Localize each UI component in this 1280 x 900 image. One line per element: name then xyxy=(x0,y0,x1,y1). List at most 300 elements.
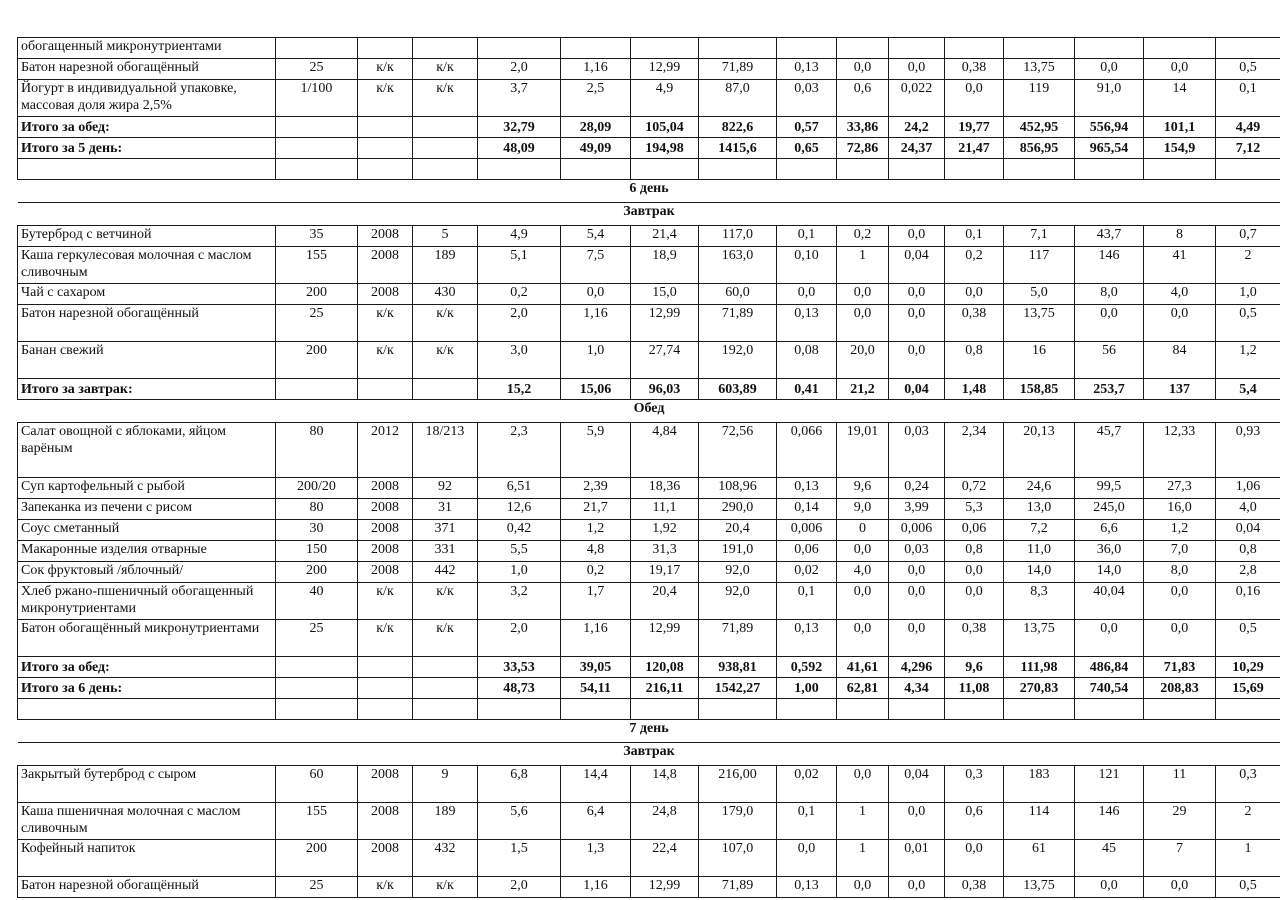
value-cell xyxy=(413,117,478,138)
section-header-row xyxy=(18,743,1280,766)
value-cell xyxy=(413,699,478,720)
section-header-row xyxy=(18,180,1280,203)
value-cell: 0,03 xyxy=(889,423,945,478)
value-cell: 0,022 xyxy=(889,80,945,117)
value-cell xyxy=(358,699,413,720)
value-cell: 194,98 xyxy=(631,138,699,159)
dish-name: Батон обогащённый микронутриентами xyxy=(18,620,276,657)
value-cell: 253,7 xyxy=(1075,379,1144,400)
value-cell: 33,53 xyxy=(478,657,561,678)
value-cell: 3,99 xyxy=(889,499,945,520)
value-cell: 200 xyxy=(276,342,358,379)
value-cell: 270,83 xyxy=(1004,678,1075,699)
table-row xyxy=(18,226,1280,247)
total-row xyxy=(18,678,1280,699)
value-cell: 0,04 xyxy=(889,766,945,803)
value-cell: 92 xyxy=(413,478,478,499)
value-cell: 2012 xyxy=(358,423,413,478)
value-cell: 49,09 xyxy=(561,138,631,159)
value-cell: 0,2 xyxy=(561,562,631,583)
value-cell: 216,11 xyxy=(631,678,699,699)
value-cell: 15,06 xyxy=(561,379,631,400)
value-cell: 30 xyxy=(276,520,358,541)
value-cell: 24,37 xyxy=(889,138,945,159)
value-cell: 24,8 xyxy=(631,803,699,840)
value-cell: 0,03 xyxy=(889,541,945,562)
value-cell: 15,69 xyxy=(1216,678,1280,699)
value-cell: 556,94 xyxy=(1075,117,1144,138)
value-cell: 0,0 xyxy=(889,803,945,840)
value-cell: 45,7 xyxy=(1075,423,1144,478)
value-cell: 5,9 xyxy=(561,423,631,478)
value-cell: 12,6 xyxy=(478,499,561,520)
value-cell: 4,84 xyxy=(631,423,699,478)
value-cell xyxy=(889,38,945,59)
value-cell: 2008 xyxy=(358,840,413,877)
value-cell: 154,9 xyxy=(1144,138,1216,159)
value-cell: к/к xyxy=(413,305,478,342)
value-cell: 0,0 xyxy=(889,583,945,620)
dish-name xyxy=(18,699,276,720)
value-cell: 1,3 xyxy=(561,840,631,877)
value-cell: 0,04 xyxy=(889,247,945,284)
value-cell: 71,83 xyxy=(1144,657,1216,678)
value-cell: 0,6 xyxy=(945,803,1004,840)
value-cell: 1,0 xyxy=(561,342,631,379)
value-cell xyxy=(1216,38,1280,59)
table-row xyxy=(18,305,1280,342)
value-cell: 0,0 xyxy=(889,305,945,342)
value-cell: 31,3 xyxy=(631,541,699,562)
value-cell: 119 xyxy=(1004,80,1075,117)
value-cell: 12,99 xyxy=(631,620,699,657)
value-cell: 191,0 xyxy=(699,541,777,562)
value-cell: 2,0 xyxy=(478,305,561,342)
value-cell: 0,8 xyxy=(945,541,1004,562)
value-cell: 0,06 xyxy=(777,541,837,562)
value-cell xyxy=(276,138,358,159)
value-cell: 0,14 xyxy=(777,499,837,520)
value-cell: 7,2 xyxy=(1004,520,1075,541)
value-cell: 19,01 xyxy=(837,423,889,478)
value-cell: 0,0 xyxy=(889,877,945,898)
total-label: Итого за 6 день: xyxy=(18,678,276,699)
value-cell: 150 xyxy=(276,541,358,562)
value-cell: 7,0 xyxy=(1144,541,1216,562)
value-cell: 0,8 xyxy=(1216,541,1280,562)
value-cell: 0,0 xyxy=(889,562,945,583)
value-cell: 14,4 xyxy=(561,766,631,803)
value-cell: 84 xyxy=(1144,342,1216,379)
total-label: Итого за 5 день: xyxy=(18,138,276,159)
value-cell: 0,13 xyxy=(777,305,837,342)
value-cell: 1,06 xyxy=(1216,478,1280,499)
value-cell: 0,1 xyxy=(945,226,1004,247)
table-row xyxy=(18,583,1280,620)
value-cell: 2,8 xyxy=(1216,562,1280,583)
table-row xyxy=(18,562,1280,583)
value-cell: 12,33 xyxy=(1144,423,1216,478)
value-cell xyxy=(1075,159,1144,180)
value-cell xyxy=(945,699,1004,720)
value-cell xyxy=(777,38,837,59)
value-cell xyxy=(413,138,478,159)
value-cell: 54,11 xyxy=(561,678,631,699)
blank-row xyxy=(18,159,1280,180)
value-cell: 0,0 xyxy=(889,342,945,379)
value-cell: 2008 xyxy=(358,247,413,284)
value-cell: 14,8 xyxy=(631,766,699,803)
value-cell: 0,0 xyxy=(1144,620,1216,657)
dish-name: Банан свежий xyxy=(18,342,276,379)
total-label: Итого за обед: xyxy=(18,657,276,678)
value-cell: 18,36 xyxy=(631,478,699,499)
value-cell: 9,6 xyxy=(945,657,1004,678)
value-cell: 0,0 xyxy=(837,877,889,898)
value-cell xyxy=(1075,38,1144,59)
value-cell: 7 xyxy=(1144,840,1216,877)
value-cell: 4,9 xyxy=(631,80,699,117)
value-cell: 3,7 xyxy=(478,80,561,117)
value-cell xyxy=(889,699,945,720)
value-cell: 0,08 xyxy=(777,342,837,379)
value-cell: 121 xyxy=(1075,766,1144,803)
value-cell: 0,8 xyxy=(945,342,1004,379)
value-cell: 3,2 xyxy=(478,583,561,620)
value-cell: 25 xyxy=(276,620,358,657)
value-cell: 0,2 xyxy=(837,226,889,247)
value-cell: 21,7 xyxy=(561,499,631,520)
value-cell: 72,56 xyxy=(699,423,777,478)
value-cell: 14 xyxy=(1144,80,1216,117)
value-cell: 4,49 xyxy=(1216,117,1280,138)
table-body xyxy=(18,38,1280,898)
table-row xyxy=(18,423,1280,478)
value-cell: 9,6 xyxy=(837,478,889,499)
value-cell: 19,77 xyxy=(945,117,1004,138)
dish-name: Каша пшеничная молочная с маслом сливочным xyxy=(18,803,276,840)
value-cell: 20,0 xyxy=(837,342,889,379)
value-cell: 179,0 xyxy=(699,803,777,840)
value-cell: 200 xyxy=(276,840,358,877)
value-cell: 16 xyxy=(1004,342,1075,379)
value-cell: 24,6 xyxy=(1004,478,1075,499)
value-cell xyxy=(478,38,561,59)
value-cell xyxy=(561,159,631,180)
section-header-row xyxy=(18,720,1280,743)
value-cell: 2008 xyxy=(358,541,413,562)
value-cell: 1,7 xyxy=(561,583,631,620)
value-cell xyxy=(1144,699,1216,720)
dish-name: Бутерброд с ветчиной xyxy=(18,226,276,247)
value-cell: 1,16 xyxy=(561,305,631,342)
value-cell xyxy=(478,159,561,180)
value-cell xyxy=(631,699,699,720)
value-cell xyxy=(1004,159,1075,180)
value-cell: 33,86 xyxy=(837,117,889,138)
value-cell: 1 xyxy=(837,803,889,840)
value-cell: 12,99 xyxy=(631,877,699,898)
value-cell: к/к xyxy=(358,305,413,342)
value-cell: 0,10 xyxy=(777,247,837,284)
value-cell: 200/20 xyxy=(276,478,358,499)
value-cell xyxy=(699,699,777,720)
value-cell xyxy=(699,38,777,59)
value-cell: 822,6 xyxy=(699,117,777,138)
value-cell: 0,93 xyxy=(1216,423,1280,478)
total-row xyxy=(18,657,1280,678)
value-cell: 14,0 xyxy=(1004,562,1075,583)
value-cell: 5,4 xyxy=(561,226,631,247)
value-cell: 0,7 xyxy=(1216,226,1280,247)
value-cell: 1,48 xyxy=(945,379,1004,400)
value-cell: 0,592 xyxy=(777,657,837,678)
value-cell: 7,1 xyxy=(1004,226,1075,247)
value-cell: 0,0 xyxy=(777,840,837,877)
value-cell: 1,00 xyxy=(777,678,837,699)
value-cell: 36,0 xyxy=(1075,541,1144,562)
value-cell: 4,9 xyxy=(478,226,561,247)
dish-name: Салат овощной с яблоками, яйцом варёным xyxy=(18,423,276,478)
value-cell: 2,5 xyxy=(561,80,631,117)
value-cell: 4,0 xyxy=(837,562,889,583)
dish-name: Чай с сахаром xyxy=(18,284,276,305)
value-cell xyxy=(358,38,413,59)
value-cell: 13,0 xyxy=(1004,499,1075,520)
value-cell: 0,38 xyxy=(945,620,1004,657)
value-cell: 740,54 xyxy=(1075,678,1144,699)
value-cell: 40,04 xyxy=(1075,583,1144,620)
value-cell: 25 xyxy=(276,877,358,898)
table-row xyxy=(18,59,1280,80)
value-cell: 19,17 xyxy=(631,562,699,583)
value-cell: 5,6 xyxy=(478,803,561,840)
value-cell: 0,0 xyxy=(889,620,945,657)
value-cell: 0,0 xyxy=(777,284,837,305)
value-cell: 0,6 xyxy=(837,80,889,117)
value-cell xyxy=(1216,699,1280,720)
value-cell: 0,1 xyxy=(777,803,837,840)
value-cell xyxy=(1144,38,1216,59)
table-row xyxy=(18,803,1280,840)
value-cell: 7,5 xyxy=(561,247,631,284)
dish-name: обогащенный микронутриентами xyxy=(18,38,276,59)
value-cell: 452,95 xyxy=(1004,117,1075,138)
value-cell: 2,0 xyxy=(478,877,561,898)
value-cell: 0,0 xyxy=(837,541,889,562)
value-cell: 6,6 xyxy=(1075,520,1144,541)
value-cell: 1 xyxy=(837,840,889,877)
value-cell xyxy=(1075,699,1144,720)
value-cell: 108,96 xyxy=(699,478,777,499)
value-cell xyxy=(358,117,413,138)
dish-name: Кофейный напиток xyxy=(18,840,276,877)
table-row xyxy=(18,499,1280,520)
value-cell: 8,3 xyxy=(1004,583,1075,620)
table-row xyxy=(18,541,1280,562)
value-cell: 0,0 xyxy=(945,583,1004,620)
value-cell: к/к xyxy=(358,80,413,117)
value-cell: 21,4 xyxy=(631,226,699,247)
value-cell: 0,006 xyxy=(889,520,945,541)
value-cell: 0,2 xyxy=(945,247,1004,284)
value-cell: 1,0 xyxy=(478,562,561,583)
value-cell: 1,16 xyxy=(561,59,631,80)
table-row xyxy=(18,284,1280,305)
value-cell: 31 xyxy=(413,499,478,520)
value-cell xyxy=(276,657,358,678)
value-cell xyxy=(413,678,478,699)
value-cell xyxy=(413,657,478,678)
value-cell: 189 xyxy=(413,803,478,840)
value-cell: 5,5 xyxy=(478,541,561,562)
value-cell xyxy=(561,699,631,720)
value-cell: 0,04 xyxy=(889,379,945,400)
value-cell: 80 xyxy=(276,499,358,520)
section-title: 7 день xyxy=(18,720,1280,743)
value-cell: к/к xyxy=(358,583,413,620)
value-cell: 80 xyxy=(276,423,358,478)
value-cell: 4,34 xyxy=(889,678,945,699)
value-cell: 0,3 xyxy=(1216,766,1280,803)
value-cell xyxy=(413,38,478,59)
value-cell: 8,0 xyxy=(1075,284,1144,305)
value-cell: 99,5 xyxy=(1075,478,1144,499)
value-cell: 8,0 xyxy=(1144,562,1216,583)
value-cell: 1,5 xyxy=(478,840,561,877)
value-cell xyxy=(478,699,561,720)
value-cell: 32,79 xyxy=(478,117,561,138)
value-cell: 0,03 xyxy=(777,80,837,117)
value-cell xyxy=(413,159,478,180)
dish-name: Йогурт в индивидуальной упаковке, массовая доля жира 2,5% xyxy=(18,80,276,117)
value-cell: 0,0 xyxy=(1075,877,1144,898)
value-cell: 107,0 xyxy=(699,840,777,877)
value-cell: 2008 xyxy=(358,284,413,305)
value-cell xyxy=(631,159,699,180)
value-cell: 0,06 xyxy=(945,520,1004,541)
value-cell: 20,13 xyxy=(1004,423,1075,478)
value-cell: 71,89 xyxy=(699,59,777,80)
value-cell: 0,01 xyxy=(889,840,945,877)
value-cell xyxy=(837,159,889,180)
section-header-row xyxy=(18,203,1280,226)
value-cell xyxy=(837,699,889,720)
total-row xyxy=(18,379,1280,400)
value-cell: 22,4 xyxy=(631,840,699,877)
value-cell: 158,85 xyxy=(1004,379,1075,400)
value-cell: 20,4 xyxy=(631,583,699,620)
value-cell xyxy=(276,159,358,180)
value-cell: 16,0 xyxy=(1144,499,1216,520)
dish-name: Макаронные изделия отварные xyxy=(18,541,276,562)
table-row xyxy=(18,520,1280,541)
value-cell: 5,3 xyxy=(945,499,1004,520)
value-cell: 43,7 xyxy=(1075,226,1144,247)
blank-row xyxy=(18,699,1280,720)
value-cell: 5,4 xyxy=(1216,379,1280,400)
dish-name: Запеканка из печени с рисом xyxy=(18,499,276,520)
value-cell: 6,51 xyxy=(478,478,561,499)
value-cell: 1,0 xyxy=(1216,284,1280,305)
section-title: Завтрак xyxy=(18,743,1280,766)
value-cell: 0,38 xyxy=(945,305,1004,342)
value-cell: 0,1 xyxy=(1216,80,1280,117)
value-cell: 9,0 xyxy=(837,499,889,520)
section-title: Обед xyxy=(18,400,1280,423)
value-cell: 12,99 xyxy=(631,305,699,342)
value-cell: 442 xyxy=(413,562,478,583)
value-cell: 120,08 xyxy=(631,657,699,678)
value-cell: к/к xyxy=(358,342,413,379)
value-cell: 0,0 xyxy=(889,284,945,305)
value-cell xyxy=(276,699,358,720)
value-cell: 0,02 xyxy=(777,766,837,803)
value-cell: 15,2 xyxy=(478,379,561,400)
nutrition-menu-table xyxy=(17,37,1280,898)
value-cell xyxy=(777,699,837,720)
value-cell: 28,09 xyxy=(561,117,631,138)
value-cell: 92,0 xyxy=(699,562,777,583)
value-cell: 0,0 xyxy=(1075,305,1144,342)
value-cell: 0,02 xyxy=(777,562,837,583)
dish-name: Батон нарезной обогащённый xyxy=(18,305,276,342)
table-row xyxy=(18,38,1280,59)
value-cell: 27,74 xyxy=(631,342,699,379)
value-cell: 5 xyxy=(413,226,478,247)
value-cell: 189 xyxy=(413,247,478,284)
value-cell xyxy=(413,379,478,400)
value-cell: 11,1 xyxy=(631,499,699,520)
value-cell: 11,0 xyxy=(1004,541,1075,562)
value-cell: 0,72 xyxy=(945,478,1004,499)
value-cell: 0,0 xyxy=(1144,877,1216,898)
value-cell: 1,16 xyxy=(561,877,631,898)
value-cell: 0,0 xyxy=(889,226,945,247)
value-cell: 13,75 xyxy=(1004,877,1075,898)
value-cell: 430 xyxy=(413,284,478,305)
value-cell: 2008 xyxy=(358,766,413,803)
value-cell xyxy=(358,159,413,180)
dish-name: Батон нарезной обогащённый xyxy=(18,877,276,898)
section-title: 6 день xyxy=(18,180,1280,203)
value-cell xyxy=(631,38,699,59)
value-cell: 1542,27 xyxy=(699,678,777,699)
value-cell: 0,0 xyxy=(1144,59,1216,80)
value-cell: 1 xyxy=(1216,840,1280,877)
value-cell: 0,066 xyxy=(777,423,837,478)
value-cell: к/к xyxy=(413,80,478,117)
value-cell xyxy=(837,38,889,59)
value-cell xyxy=(889,159,945,180)
value-cell: 0 xyxy=(837,520,889,541)
value-cell: 0,04 xyxy=(1216,520,1280,541)
value-cell: 0,0 xyxy=(837,59,889,80)
value-cell: 9 xyxy=(413,766,478,803)
value-cell: 13,75 xyxy=(1004,305,1075,342)
value-cell: 0,0 xyxy=(945,284,1004,305)
section-title: Завтрак xyxy=(18,203,1280,226)
value-cell: 25 xyxy=(276,305,358,342)
value-cell: 155 xyxy=(276,247,358,284)
value-cell: 0,38 xyxy=(945,59,1004,80)
value-cell xyxy=(561,38,631,59)
value-cell: 13,75 xyxy=(1004,620,1075,657)
value-cell: 2008 xyxy=(358,520,413,541)
value-cell: 1415,6 xyxy=(699,138,777,159)
value-cell: 87,0 xyxy=(699,80,777,117)
value-cell: 200 xyxy=(276,284,358,305)
